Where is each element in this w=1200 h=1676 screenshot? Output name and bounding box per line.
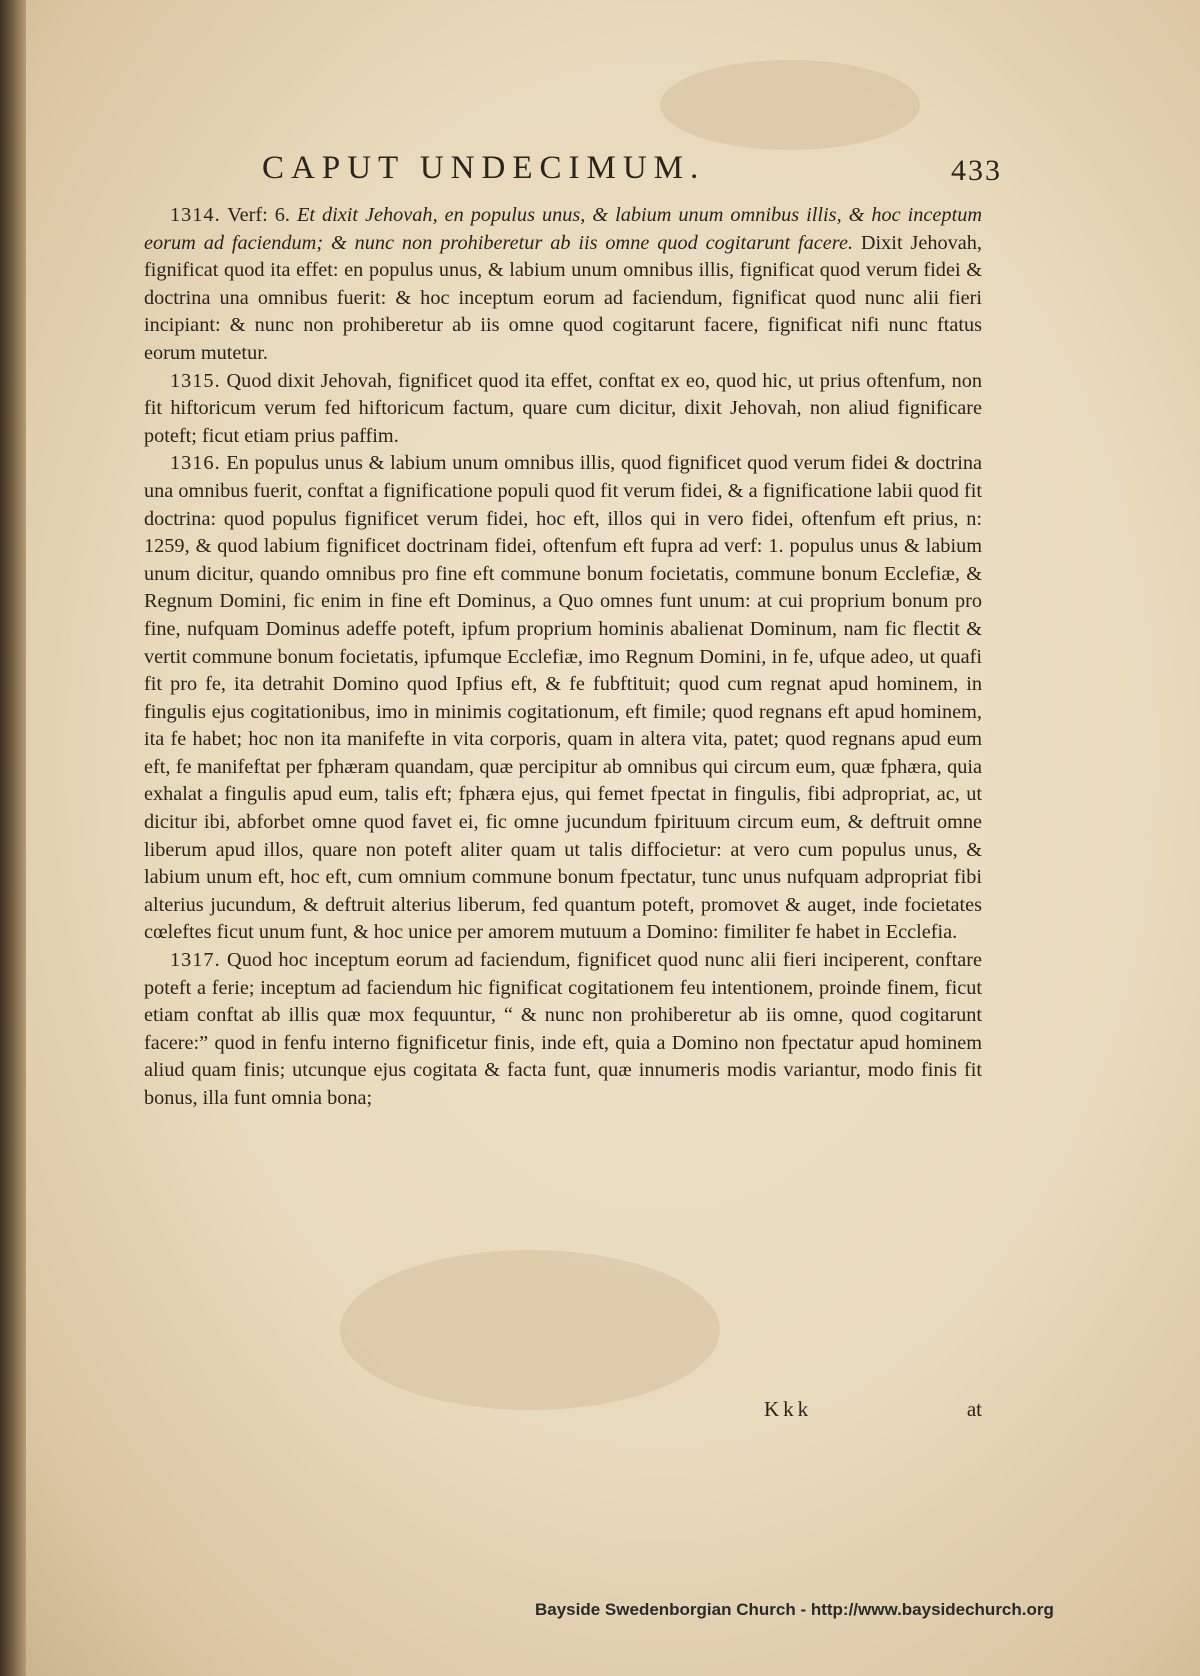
signature-mark: Kkk — [764, 1397, 813, 1421]
body-text — [144, 202, 982, 1113]
paragraph-number: 1316. — [170, 452, 221, 475]
paper-stain — [340, 1250, 720, 1410]
paragraph-number: 1314. — [170, 204, 221, 226]
paragraph-number: 1315. — [170, 369, 221, 392]
paragraph-1314 — [144, 202, 982, 368]
paragraph-text: Quod hoc inceptum eorum ad faciendum, fignificet quod nunc alii fieri inciperent, conftare poteft a ferie; inceptum ad faciendum hic fignificat cogitationem feu intentionem, proinde finem, ficut etiam conftat ab illis quæ mox fequuntur, “ & nunc non prohiberetur ab iis omne, quod cogitarunt facere:” quod in fenfu interno fignificetur finis, inde eft, quia a Domino non fpectatur apud hominem aliud quam finis; utcunque ejus cogitata & facta funt, quæ innumeris modis variantur, modo finis fit bonus, illa funt omnia bona; — [144, 949, 982, 1109]
page-footer — [144, 1397, 982, 1427]
paragraph-1317 — [144, 947, 982, 1113]
paper-stain — [660, 60, 920, 150]
paragraph-text: Dixit Jehovah, fignificat quod ita effet: en populus unus, & labium unum omnibus illis, fignificat quod verum fidei & doctrina una omnibus fuerit: & hoc inceptum eorum ad faciendum, fignificat quod nunc alii fieri incipiant: & nunc non prohiberetur ab iis omne quod cogitarunt facere, fignificat nifi nunc ftatus eorum mutetur. — [144, 231, 982, 364]
paragraph-text: Quod dixit Jehovah, fignificet quod ita effet, conftat ex eo, quod hic, ut prius oftenfum, non fit hiftoricum verum fed hiftoricum factum, quare cum dicitur, dixit Jehovah, non aliud fignificare poteft; ficut etiam prius paffim. — [144, 369, 982, 447]
paragraph-1316 — [144, 450, 982, 947]
paragraph-1315 — [144, 368, 982, 451]
scripture-quote: Et dixit Jehovah, en populus unus, & labium unum omnibus illis, & hoc inceptum eorum ad faciendum; & nunc non prohiberetur ab iis omne quod cogitarunt facere. — [144, 204, 982, 254]
book-gutter-shadow — [0, 0, 26, 1676]
page-number: 433 — [951, 154, 1002, 187]
running-title: CAPUT UNDECIMUM. — [262, 150, 706, 186]
paragraph-text: En populus unus & labium unum omnibus illis, quod fignificet quod verum fidei & doctrina una omnibus fuerit, conftat a fignificatione populi quod fit verum fidei, & a fignificatione labii quod fit doctrina: quod populus fignificet verum fidei, hoc eft, illos qui in vero fidei, oftenfum eft prius, n: 1259, & quod labium fignificet doctrinam fidei, oftenfum eft fupra ad verf: 1. populus unus & labium unum dicitur, quando omnibus pro fine eft commune bonum focietatis, commune bonum Ecclefiæ, & Regnum Domini, fic enim in fine eft Dominus, a Quo omnes funt unum: at cui proprium bonum pro fine, nufquam Dominus adeffe poteft, ipfum proprium hominis abalienat Dominum, nam fic flectit & vertit commune bonum focietatis, ipfumque Ecclefiæ, imo Regnum Domini, in fe, ufque adeo, ut quafi fit pro fe, ita detrahit Domino quod Ipfius eft, & fe fubftituit; quod cum regnat apud hominem, in fingulis ejus cogitationibus, imo in minimis cogitationum, eft fimile; quod regnans eft apud hominem, ita fe habet; hoc non ita manifefte in vita corporis, quam in altera vita, patet; quod regnans apud eum eft, fe manifeftat per fphæram quandam, quæ percipitur ab omnibus qui circum eum, quæ fphæra, quia exhalat a fingulis apud eum, talis eft; fphæra ejus, qui femet fpectat in fingulis, fibi adpropriat, ac, ut dicitur ibi, abforbet omne quod favet ei, fic omne jucundum fpirituum circum eum, & deftruit omne liberum apud illos, quare non poteft aliter quam ut talis diffocietur: at vero cum populus unus, & labium unum eft, hoc eft, cum omnium commune bonum fpectatur, tunc unus nufquam adpropriat fibi alterius jucundum, & deftruit alterius liberum, fed quantum poteft, promovet & auget, inde focietates cœleftes ficut unum funt, & hoc unice per amorem mutuum a Domino: fimiliter fe habet in Ecclefia. — [144, 452, 982, 944]
paragraph-text: Verf: 6. — [220, 204, 297, 226]
page-header — [262, 150, 1002, 200]
catchword: at — [966, 1397, 982, 1421]
paragraph-number: 1317. — [170, 949, 221, 972]
watermark-text: Bayside Swedenborgian Church - http://www.baysidechurch.org — [535, 1600, 1054, 1619]
